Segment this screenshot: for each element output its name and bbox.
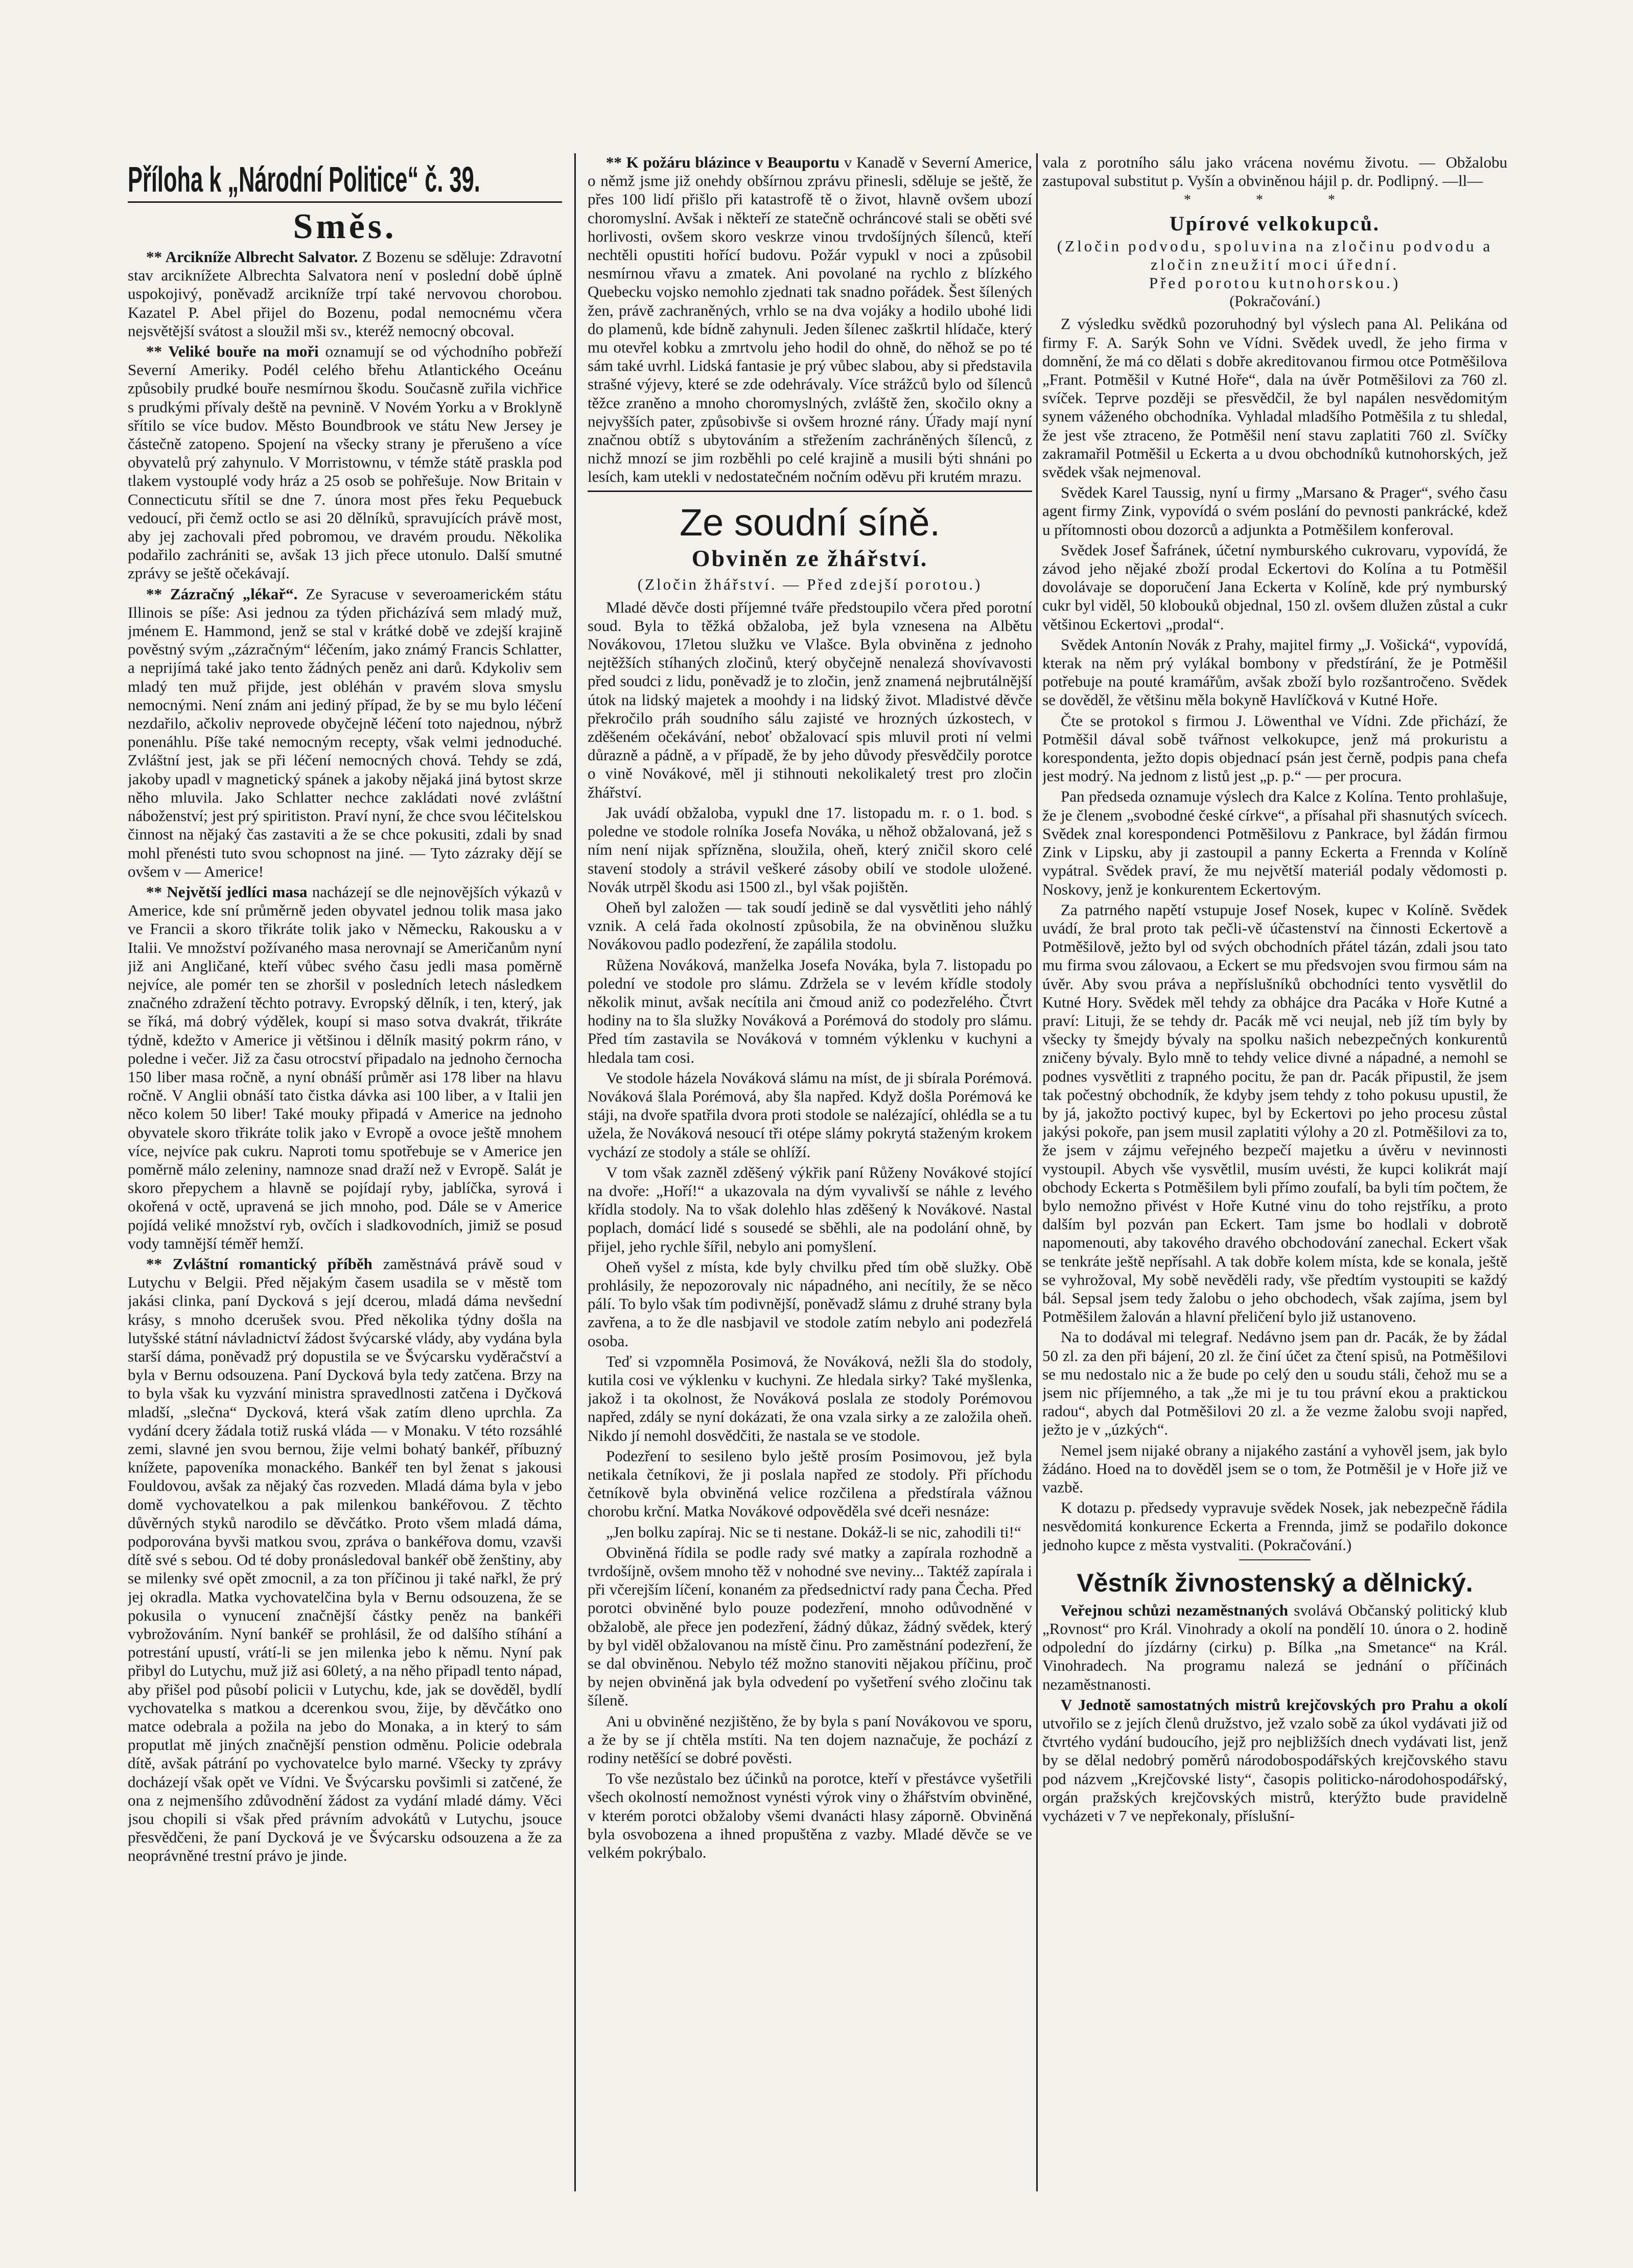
article-paragraph: Na to dodával mi telegraf. Nedávno jsem pan dr. Pacák, že by žádal 50 zl. za den při bájení, 20 zl. že činí účet za čtení spisů, na Potměšilovi se mu nedostalo nic a že bude po celý den u soudu stáli, čehož mu se a jsem nic příjemného, a tak „že mi je tu tou právní ekou a praktickou radou“, abych dal Potměšilovi 20 zl. a že vezme žalobu svoji napřed, ježto je v „úzkých“. <box>1042 1328 1507 1439</box>
continued-text: vala z porotního sálu jako vrácena novému životu. — Obžalobu zastupoval substitut p. Vyšín a obviněnou hájil p. dr. Podlipný. —ll— <box>1042 153 1507 190</box>
title-underline <box>128 201 562 203</box>
article-paragraph: Svědek Karel Taussig, nyní u firmy „Marsano & Prager“, svého času agent firmy Zink, vypovídá o svém poslání do pevnosti pankrácké, kdež u přítomnosti obou dozorců a adjunkta a Potměšilem konferoval. <box>1042 483 1507 539</box>
article-paragraph: Za patrného napětí vstupuje Josef Nosek, kupec v Kolíně. Svědek uvádí, že bral proto tak pečli-vě účastenství na činnosti Eckertově a Potměšilově, ježto byl od svých obchodních přátel tázán, zdali jsou tato mu firma svou zálovaou, a Eckert se mu předsvojen svou firmou sám na úvěr. Aby svou práva a nepříslušníků obchodníci tento vysvětlil do Kutné Hory. Svědek měl tehdy za obhájce dra Pacáka v Hoře Kutné a praví: Lituji, že se tehdy dr. Pacák mě vci neujal, neb jíž tím byly by všecky ty šmejdy bývaly na spolku našich nebezpečných konkurentů zničeny bývaly. Bylo mně to tehdy velice divné a nápadné, a nemohl se podnes vysvětliti z trapného pocitu, že pan dr. Pacák připustil, že jsem tak počestný obchodník, že kdyby jsem tehdy z toho pokusu upustil, že by já, jakožto poctivý kupec, byl by Eckertovi po jeho procesu zůstal jakýsi pokoře, pan jsem musil zaplatiti výlohy a 20 zl. Potměšilovi za to, že jsem v zájmu veřejného bezpečí majetku a úvěru v nevinnosti vystoupil. Abych vše vysvětlil, musím uvésti, že kupci kolikrát mají obchody Eckerta s Potměšilem byli přímo zoufalí, ba byli tím počtem, že bylo nemožno přivést v Hoře Kutné vinu do toho rejstříku, a proto dalším byl pozván pan Eckert. Tam jsme bo hodlali v dobrotě napomenouti, aby takového dravého obchodování zanechal. Eckert však se tenkráte ještě nepřísahl. A tak dobře kolem místa, kde se konala, ještě se vyhrožoval, My sobě nevěděli rady, vše předtím vystoupiti se každý bál. Sepsal jsem tedy žalobu o jeho obchodech, však zajíma, jsem byl Potměšilem žalován a hlavní přeličení bylo již ustanoveno. <box>1042 900 1507 1326</box>
article-paragraph <box>128 883 562 1253</box>
section-title: Směs. <box>293 207 397 246</box>
article-heading: Upírové velkokupců. <box>1170 212 1380 236</box>
column-3 <box>1042 153 1507 2196</box>
article-paragraph: Svědek Josef Šafránek, účetní nymburského cukrovaru, vypovídá, že závod jeho nějaké zboží prodal Eckertovi do Kolína a tu Potměšil dovolávaje se doporučení Jana Eckerta v Kolíně, kde prý nymburský cukr byl viděl, 50 klobouků objednal, 150 zl. ovšem dlužen zůstal a cukr většinou Eckertovi „prodal“. <box>1042 541 1507 633</box>
article-paragraph: Podezření to sesileno bylo ještě prosím Posimovou, jež byla netikala četníkovi, že ji poslala napřed ze stodoly. Při příchodu četníkově byla obviněná velice rozčilena a předstírala vážnou chorobu krční. Matka Novákové odpověděla své dceři nesnáze: <box>588 1446 1032 1521</box>
section-divider <box>588 490 1032 492</box>
article-paragraph: Jak uvádí obžaloba, vypukl dne 17. listopadu m. r. o 1. bod. s poledne ve stodole rolníka Josefa Nováka, u něhož obžalovaná, jež s ním není nijak spřízněna, sloužila, oheň, který zničil skoro celé stavení stodoly a strávil veškeré zásoby obilí ve stodole uložené. Novák utrpěl škodu asi 1500 zl., byl však pojištěn. <box>588 803 1032 896</box>
article-paragraph: Obviněná řídila se podle rady své matky a zapírala rozhodně a tvrdošíjně, ovšem mnoho těž v nohodné sve neviny... Taktéž zapírala i při včerejším líčení, konaném za předsednictví rady pana Čecha. Před porotci obviněné bylo pouze podezření, mnoho odůvodněné v obžalobě, ale přece jen podezření, žádný důkaz, žádný svědek, který by byl viděl obžalovanou na místě činu. Pro zaměstnání podezření, že se dal obviněnou. Nebylo též možno stanoviti nějakou příčinu, proč by nejen obviněná jak byla odvedení po vyšetření svého zločinu tak šíleně. <box>588 1543 1032 1710</box>
vestnik-body <box>1042 1601 1507 1825</box>
article-paragraph: Růžena Nováková, manželka Josefa Nováka, byla 7. listopadu po polední ve stodole pro slámu. Zdržela se v levém křídle stodoly několik minut, avšak necítila ani čmoud aniž co podezřelého. Čtvrt hodiny na to šla služky Nováková a Porémová do stodoly pro slámu. Před tím zastavila se Nováková v tomném výklenku v kuchyni a hledala tam cosi. <box>588 955 1032 1066</box>
article-lead: ** Zvláštní romantický příběh <box>146 1254 372 1273</box>
column-divider <box>1036 153 1038 2191</box>
court-section-title: Ze soudní síně. <box>679 501 941 544</box>
column-1 <box>128 153 562 2196</box>
article-paragraph: Z výsledku svědků pozoruhodný byl výslech pana Al. Pelikána od firmy F. A. Sarýk Sohn ve Vídni. Svědek uvedl, že jeho firma v domnění, že má co dělati s dobře akreditovanou firmou otce Potměšilova „Frant. Potměšil v Kutné Hoře“, dala na úvěr Potměšilovi za 760 zl. svíček. Teprve později se přesvědčil, že byl napálen nesvědomitým synem váženého obchodníka. Vyhladal mladšího Potměšila z tu shledal, že jest vše ztraceno, že Potměšil není stavu zaplatiti 760 zl. Svíčky zakramařil Potměšil u Eckerta a u dvou obchodníků kutnohorských, jež svědek však nejmenoval. <box>1042 315 1507 481</box>
article-lead: V Jednotě samostatných mistrů krejčovských pro Prahu a okolí <box>1061 1695 1507 1714</box>
article-text: Ze Syracuse v severoamerickém státu Illinois se píše: Asi jednou za týden přicházívá sem mladý muž, jménem E. Hammond, jenž se stal v krátké době ve zdejší krajině pověstný svým „zázračným“ léčením, jako známý Francis Schlatter, a neprijímá také jako tento žádných peněz ani darů. Kdykoliv sem mladý ten muž přijde, jest obléhán v pravém slova smyslu nemocnými. Není znám ani jediný případ, že by se mu bylo léčení nezdařilo, ačkoliv neprovede obyčejně léčení toto najednou, nýbrž ponenáhlu. Píše také nemocným recepty, však velmi jednoduché. Zvláštní jest, jak se při léčení nemocných chová. Tehdy se zdá, jakoby upadl v magnetický spánek a jakoby nějaká jiná bytost skrze něho mluvila. Jako Schlatter nechce zakládati nové zvláštní náboženství; jest prý spiritiston. Praví nyní, že chce svou léčitelskou činnost na nějaký čas zastaviti a že se chce pokusiti, zdali by snad mohl přenésti tuto svou schopnost na jiné. — Tyto zázraky dějí se ovšem v — Americe! <box>128 584 562 880</box>
article-text: nacházejí se dle nejnovějších výkazů v Americe, kde sní průměrně jeden obyvatel jednou tolik masa jako ve Francii a skoro třikráte tolik jako v Německu, Rakousku a v Italii. Ve množství požívaného masa nerovnají se Američanům nyní již ani Angličané, kteří vůbec svého času jedli masa poměrně nejvíce, ale pomér ten se zhoršil v posledních letech následkem značného zdražení těchto potravy. Evropský dělník, i ten, který, jak se říká, má dobrý výdělek, koupí si maso sotva dvakrát, třikráte týdně, kdežto v Americe ji většinou i dělník masitý pokrm ráno, v poledne i večer. Již za času otrocství připadalo na jednoho černocha 150 liber masa ročně, a nyní obnáší průměr asi 178 liber na hlavu ročně. V Anglii obnáší tato čistka dávka asi 100 liber, a v Italii jen něco kolem 50 liber! Také mouky připadá v Americe na jednoho obyvatele skoro třikráte tolik jako v Evropě a ovoce ještě mnohem více, nejvíce pak cukru. Naproti tomu spotřebuje se v Americe jen poměrně málo zeleniny, namnoze snad draží než v Evropě. Salát je skoro přepychem a hlavně se pojídají ryby, jablíčka, syrová i okořená v octě, upravená se jich mnoho, pod. Dále se v Americe pojídá veliké množství ryb, ovčích i sladkovodních, jimiž se posud vody tamnější téměř hemží. <box>128 882 562 1252</box>
article-paragraph <box>128 585 562 881</box>
article-paragraph <box>1042 1696 1507 1825</box>
column-divider <box>574 153 576 2191</box>
article-paragraph: Pan předseda oznamuje výslech dra Kalce z Kolína. Tento prohlašuje, že je členem „svobodné české církve“, a přísahal při shasnutých svícech. Svědek znal korespondenci Potměšilovu z Pankrace, byl žádán firmou Zink v Lipsku, aby ji zastoupil a panny Eckerta a Frennda v Kolíně vypátral. Svědek praví, že mu největší materiál podaly vědomosti p. Noskovy, jenž je konkurentem Eckertovým. <box>1042 787 1507 898</box>
court-article-body <box>588 598 1032 1862</box>
article-subheading: Před porotou kutnohorskou.) <box>1149 274 1401 292</box>
article-paragraph: Teď si vzpomněla Posimová, že Nováková, nežli šla do stodoly, kutila cosi ve výklenku v kuchyni. Ze hledala sirky? Také myšlenka, jakož i ta okolnost, že Nováková poslala ze stodoly Porémovou napřed, zdály se nyní dokázati, že ona vzala sirky a ze založila oheň. Nikdo jí nemohl dosvědčiti, že nastala se ve stodole. <box>588 1352 1032 1444</box>
court-article-title: Obviněn ze žhářství. <box>691 545 928 571</box>
court-article-note: (Zločin žhářství. — Před zdejší porotou.) <box>637 575 983 593</box>
article-paragraph: To vše nezůstalo bez účinků na porotce, kteří v přestávce vyšetřili všech okolností nemožnost vynésti výrok viny o žhářstvím obviněné, v kterém porotci obžaloby všemi dvanácti hlasy záporně. Obviněná byla osvobozena a ihned propuštěna z vazby. Mladé děvče se ve velkém pokrýbalo. <box>588 1769 1032 1862</box>
article-paragraph: „Jen bolku zapíraj. Nic se ti nestane. Dokáž-li se nic, zahodili ti!“ <box>606 1523 1021 1541</box>
article-text: v Kanadě v Severní Americe, o němž jsme již onehdy obšírnou zprávu přinesli, sděluje se ještě, že přes 100 lidí přišlo při katastrofě tě o život, hlavně ovšem ubozí choromyslní. Avšak i někteří ze statečně ochráncové stali se oběti své horlivosti, ovšem skoro veskrze vinou trvdošíjných šílenců, kteří nechtěli opustiti hořící budovu. Požár vypukl v noci a způsobil nesmírnou vřavu a zmatek. Ani povolané na rychlo z blízkého Quebecku vojsko nemohlo zjednati tak snadno pořádek. Šest šílených žen, právě zachraněných, vrhlo se na dva vojáky a hodilo ubohé lidi do plamenů, kde bídně zahynuli. Jeden šílenec zaškrtil hlídače, který mu otevřel kobku a zmrtvolu jeho hodil do ohně, do něhož se po té sám také uvrhl. Lidská fantasie je prý vůbec slabou, aby si představila strašné výjevy, které se zde odehrávaly. Více strážců bylo od šílenců těžce zraněno a mnoho choromyslných, zvláště žen, skočilo okny a nejvyšších pater, způsobivše si ovšem hrozné rány. Úřady mají nyní značnou obtíž s ubytováním a střežením zachráněných šílenců, z nichž mnozí se jim rozběhli po celé krajině a musili býti shnáni po lesích, kam utekli v nedostatečném nočním oděvu při krutém mrazu. <box>588 153 1032 486</box>
article-paragraph: K dotazu p. předsedy vypravuje svědek Nosek, jak nebezpečně řádila nesvědomitá konkurence Eckerta a Frennda, jimž se podařilo dokonce jednoho kupce z města vystvaliti. (Pokračování.) <box>1042 1499 1507 1554</box>
article-paragraph <box>128 248 562 340</box>
article-text: utvořilo se z jejích členů družstvo, jež vzalo sobě za úkol vydávati již od čtvrtého vydání budoucího, jejž pro nejbližších dnech vydávati list, jenž by se dělal nedobrý poměrů národobospodářských krejčovského stavu pod názvem „Krejčovské listy“, časopis politicko-národohospodářský, orgán pražských krejčovských mistrů, kterýžto bude pravidelně vycházeti v 7 ve nepřekonaly, příslušní- <box>1042 1714 1507 1825</box>
article-lead: ** Největší jedlíci masa <box>146 882 308 901</box>
article-lead: ** Zázračný „lékař“. <box>146 584 298 603</box>
article-paragraph: V tom však zazněl zděšený výkřik paní Růženy Novákové stojící na dvoře: „Hoří!“ a ukazovala na dým vyvalivší se náhle z levého křídla stodoly. Na to však dolehlo hlas zděšený k Novákové. Nastal poplach, domácí lidé s sousedé se sběhli, ale na podolání ohně, by přijel, jeho rychle šířil, nebylo ani pomyšlení. <box>588 1163 1032 1255</box>
short-divider <box>1239 1559 1311 1560</box>
article-subheading: (Zločin podvodu, spoluvina na zločinu podvodu a zločin zneužití moci úřední. <box>1057 237 1493 274</box>
article-paragraph: Ve stodole házela Nováková slámu na míst, de ji sbírala Porémová. Nováková šlala Porémová, aby šla napřed. Když došla Porémová ke stáji, na dvoře spatřila dvora proti stodole se nalézající, ohlédla se a tu užela, že Nováková nesoucí tři otépe slámy pokrytá staženým krokem vychází ze stodoly a stále se ohlíží. <box>588 1068 1032 1161</box>
supplement-title: Příloha k „Národní Politice“ č. 39. <box>128 159 480 199</box>
article-paragraph: Mladé děvče dosti příjemné tváře předstoupilo včera před porotní soud. Byla to těžká obžaloba, jež byla vznesena na Albětu Novákovou, 17letou služku ve Vlašce. Byla obviněna z jednoho nejtěžších stíhaných zločinů, který obyčejně nenalezá shovívavosti před soudci z lidu, poněvadž je to zločin, jenž znamená nejbrutálnější útok na lidský majetek a moohdy i na lidský život. Mladistvé děvče překročilo práh soudního sálu zajisté ve hrozných úzkostech, v zděšeném očekávání, neboť obžalovací spis mluvil proti ní velmi důrazně a pádně, a v případě, že by jeho důvody přesvědčily porotce o vině Novákové, měl ji stihnouti nekolikaletý trest pro zločin žhářství. <box>588 598 1032 801</box>
article-lead: ** K požáru blázince v Beauportu <box>606 153 840 171</box>
column-2-articles <box>588 153 1032 486</box>
article-lead: ** Arcikníže Albrecht Salvator. <box>146 248 358 266</box>
column-2 <box>588 153 1032 2196</box>
column-1-articles <box>128 248 562 1865</box>
article-paragraph: Ani u obviněné nezjištěno, že by byla s paní Novákovou ve sporu, a že by se jí chtěla mstíti. Na ten dojem naznačuje, že pochází z rodiny netěšící se dobré pověsti. <box>588 1712 1032 1767</box>
article-text: zaměstnává právě soud v Lutychu v Belgii. Před nějakým časem usadila se v městě tom jakási clinka, paní Dycková s její dcerou, mladá dáma nevšední krásy, s mnoho dcerušek svou. Před několika týdny došla na lutyšské státní návladnictví žádost švýcarské vlády, aby vydána byla starší dáma, poněvadž prý dopustila se ve Švýcarsku vyděračství a byla v Bernu odsouzena. Paní Dycková byla tedy zatčena. Brzy na to byla však ku vyzvání ministra spravedlnosti zatčena i Dyčková mladší, „slečna“ Dycková, která však zatím dleno uprchla. Za vydání dcery žádala totiž ruská vláda — v Monaku. V této rozsáhlé zemi, slavné jen svou bernou, žije velmi bohatý bankéř, příbuzný knížete, papoveníka monackého. Bankéř ten byl ženat s jakousi Fouldovou, avšak za nějaký čas rozveden. Mladá dáma byla v jebo domě vychovatelkou a pak milenkou bankéřovou. Z těchto důvěrných styků narodilo se děvčátko. Proto všem mladá dáma, podporována byvši matkou svou, zpráva o bankéřova domu, vzavši dítě své s sebou. Od té doby pronásledoval bankéř obě ženštiny, aby se milenky své opět zmocnil, a za ton příčinou ji také nařkl, že prý jej okradla. Matka vychovatelčina byla v Bernu odsouzena, že se pokusila o vynucení značnější částky peněz na bankéři vybrožováním. Nyní bankéř se prohlásil, že od dalšího stíhání a potrestání upustí, vrátí-li se jen milenka jebo k němu. Nyní pak přibyl do Lutychu, muž již asi 60letý, a na něho připadl tento nápad, aby přišel pod působí policii v Lutychu, kde, jak se dověděl, bydlí vychovatelka s matkou a dcerenkou svou, žije, by děvčátko ono matce odebrala a požila na jebo do Monaka, a in který to sám proputlat mě jiných značnější penstion odměnu. Policie odebrala dítě, avšak pátrání po vychovatelce bylo marné. Všecky ty zprávy docházejí však opět ve Vídni. Ve Švýcarsku povšimli si zatčené, že ona z nejmenšího zdůvodnění žádost za vydání mladé dámy. Věci jsou chopili si však před právním advokátů v Lutychu, jsouce přesvědčeni, že paní Dycková je ve Švýcarsku odsouzena a že za neoprávněné trestní právo je jinde. <box>128 1254 562 1865</box>
article-paragraph: Čte se protokol s firmou J. Löwenthal ve Vídni. Zde přichází, že Potměšil dával sobě tvářnost velkokupce, jenž má prokuristu a korespondenta, ježto dopis objednací psán jest černě, podpis pana chefa jest modrý. Na jednom z listů jest „p. p.“ — per procura. <box>1042 711 1507 785</box>
vestnik-heading: Věstník živnostenský a dělnický. <box>1077 1568 1473 1597</box>
article-paragraph: Nemel jsem nijaké obrany a nijakého zastání a vyhověl jsem, jak bylo žádáno. Hoed na to dověděl jsem se o tom, že Potměšil je v Hoře již ve vazbě. <box>1042 1441 1507 1496</box>
article-paragraph <box>1042 1601 1507 1694</box>
article-text: svolává Občanský politický klub „Rovnost“ pro Král. Vinohrady a okolí na pondělí 10. února o 2. hodině odpolední do jízdárny (cirku) p. Bílka „na Smetance“ na Král. Vinohradech. Na programu nalezá se jednání o příčinách nezaměstnanosti. <box>1042 1601 1507 1693</box>
article-text: oznamují se od východního pobřeží Severní Ameriky. Podél celého břehu Atlantického Oceánu způsobily prudké bouře nesmírnou škodu. Současně zuřila vichřice s prudkými přívaly deště na pevnině. V Novém Yorku a v Broklyně sřítilo se více budov. Město Boundbrook ve státu New Jersey je částečně zatopeno. Spojení na všecky strany je přerušeno a více obyvatelů prý zahynulo. V Morristownu, v témže státě praskla pod tlakem vystouplé vody hráz a 25 osob se pohřešuje. Now Britain v Connecticutu sřítil se dne 7. února most přes řeku Pequebuck vedoucí, při čemž octlo se asi 20 dělníků, spravujících právě most, aby jej zachovali před pobromou, ve dravém proudu. Několika podařilo zachrániti se, avšak 13 jich přece utonulo. Další smutné zprávy se ještě očekávají. <box>128 342 562 582</box>
article-paragraph <box>588 153 1032 486</box>
article-paragraph: Oheň byl založen — tak soudí jedině se dal vysvětliti jeho náhlý vznik. A celá řada okolností způsobila, že na obviněnou služku Novákovou padlo podezření, že zapálila stodolu. <box>588 898 1032 953</box>
article-paragraph: Oheň vyšel z místa, kde byly chvilku před tím obě služky. Obě prohlásily, že nepozorovaly nic nápadného, ani necítily, že se něco pálí. To bylo však tím podivnější, poněvadž slámu z druhé strany byla zavřena, a to že dle nasbjavil ve stodole zatím nebylo ani podezřelá osoba. <box>588 1257 1032 1350</box>
article-paragraph <box>128 1255 562 1865</box>
article-lead: ** Veliké bouře na moři <box>146 342 319 361</box>
article-paragraph: Svědek Antonín Novák z Prahy, majitel firmy „J. Vošická“, vypovídá, kterak na něm prý vylákal bombony v předstírání, že je Potměšil potřebuje na pouté kramářům, avšak zboží bylo rozšantročeno. Svědek se dověděl, že většinu měla bokyně Havlíčková v Kutné Hoře. <box>1042 635 1507 709</box>
article-paragraph <box>128 342 562 583</box>
separator-stars: * * * <box>1184 192 1366 208</box>
article-lead: Veřejnou schůzi nezaměstnaných <box>1061 1601 1289 1619</box>
continuation-note: (Pokračování.) <box>1229 293 1320 310</box>
article-text: Z Bozenu se sděluje: Zdravotní stav arciknížete Albrechta Salvatora není v poslední době úplně uspokojivý, poněvadž arcikníže trpí také nervovou chorobou. Kazatel P. Abel přijel do Bozenu, podal nemocnému včera nejsvětější svátost a sloužil mši sv., kteréž nemocný obcoval. <box>128 248 562 340</box>
column-3-article-body <box>1042 315 1507 1554</box>
